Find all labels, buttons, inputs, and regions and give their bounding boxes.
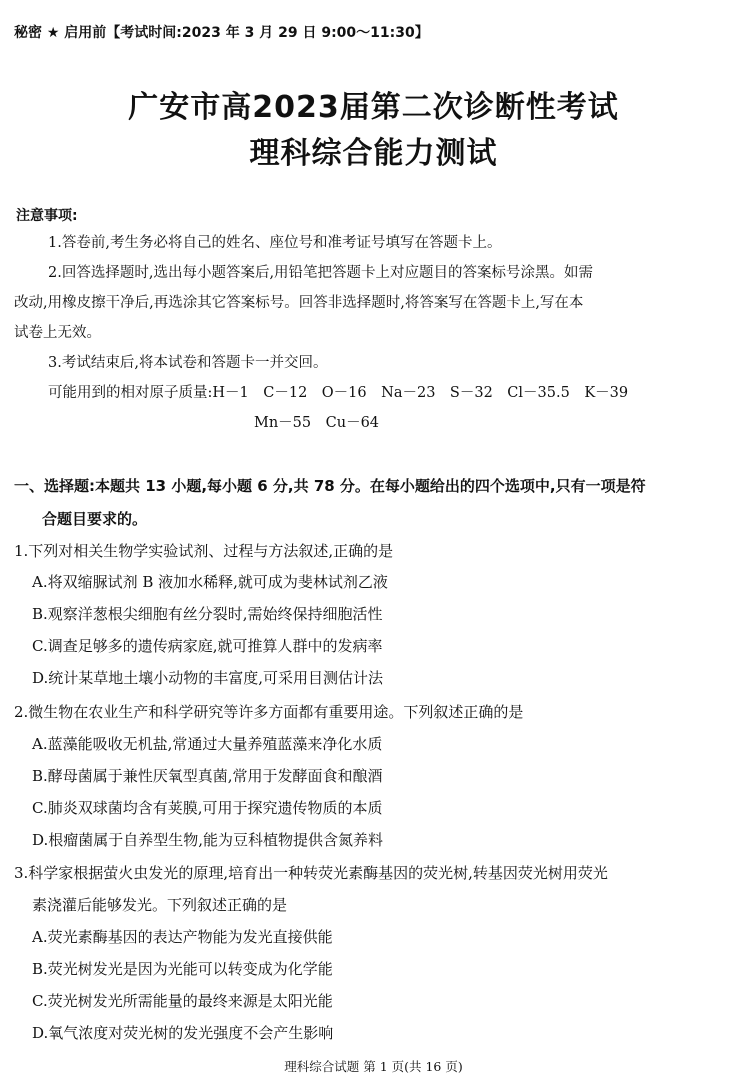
- question-3-option-c: C.荧光树发光所需能量的最终来源是太阳光能: [32, 992, 333, 1010]
- notice-item-2-line-1: 2.回答选择题时,选出每小题答案后,用铅笔把答题卡上对应题目的答案标号涂黑。如需: [48, 265, 594, 281]
- exam-subtitle: 理科综合能力测试: [249, 136, 498, 171]
- question-2-option-c: C.肺炎双球菌均含有荚膜,可用于探究遗传物质的本质: [32, 799, 383, 817]
- confidential-header: 秘密 ★ 启用前【考试时间:2023 年 3 月 29 日 9:00～11:30】: [14, 25, 429, 41]
- notice-item-2-line-3: 试卷上无效。: [14, 325, 101, 341]
- notice-item-1: 1.答卷前,考生务必将自己的姓名、座位号和准考证号填写在答题卡上。: [48, 235, 502, 251]
- question-3-stem-line-2: 素浇灌后能够发光。下列叙述正确的是: [32, 896, 288, 914]
- question-2-option-a: A.蓝藻能吸收无机盐,常通过大量养殖蓝藻来净化水质: [32, 735, 383, 753]
- question-1-option-d: D.统计某草地土壤小动物的丰富度,可采用目测估计法: [32, 669, 384, 687]
- question-3-option-a: A.荧光素酶基因的表达产物能为发光直接供能: [32, 928, 333, 946]
- question-2-stem: 2.微生物在农业生产和科学研究等许多方面都有重要用途。下列叙述正确的是: [14, 703, 524, 721]
- atomic-masses-line-1: 可能用到的相对原子质量:H－1 C－12 O－16 Na－23 S－32 Cl－35.5 K－39: [48, 385, 629, 401]
- question-1-option-b: B.观察洋葱根尖细胞有丝分裂时,需始终保持细胞活性: [32, 605, 383, 623]
- question-2-option-d: D.根瘤菌属于自养型生物,能为豆科植物提供含氮养料: [32, 831, 384, 849]
- notice-item-2-line-2: 改动,用橡皮擦干净后,再选涂其它答案标号。回答非选择题时,将答案写在答题卡上,写在本: [14, 295, 584, 311]
- atomic-masses-line-2: Mn－55 Cu－64: [254, 415, 380, 431]
- section-heading-line-1: 一、选择题:本题共 13 小题,每小题 6 分,共 78 分。在每小题给出的四个选项中,只有一项是符: [14, 477, 646, 495]
- question-1-option-a: A.将双缩脲试剂 B 液加水稀释,就可成为斐林试剂乙液: [32, 573, 388, 591]
- question-2-option-b: B.酵母菌属于兼性厌氧型真菌,常用于发酵面食和酿酒: [32, 767, 383, 785]
- question-3-option-b: B.荧光树发光是因为光能可以转变成为化学能: [32, 960, 333, 978]
- exam-title: 广安市高2023届第二次诊断性考试: [128, 90, 619, 125]
- question-3-option-d: D.氧气浓度对荧光树的发光强度不会产生影响: [32, 1024, 334, 1042]
- notice-item-3: 3.考试结束后,将本试卷和答题卡一并交回。: [48, 355, 328, 371]
- question-3-stem-line-1: 3.科学家根据萤火虫发光的原理,培育出一种转荧光素酶基因的荧光树,转基因荧光树用荧光: [14, 864, 608, 882]
- page-footer: 理科综合试题 第 1 页(共 16 页): [284, 1059, 463, 1074]
- question-1-stem: 1.下列对相关生物学实验试剂、过程与方法叙述,正确的是: [14, 542, 394, 560]
- notice-heading: 注意事项:: [16, 208, 78, 224]
- section-heading-line-2: 合题目要求的。: [42, 510, 148, 528]
- question-1-option-c: C.调查足够多的遗传病家庭,就可推算人群中的发病率: [32, 637, 383, 655]
